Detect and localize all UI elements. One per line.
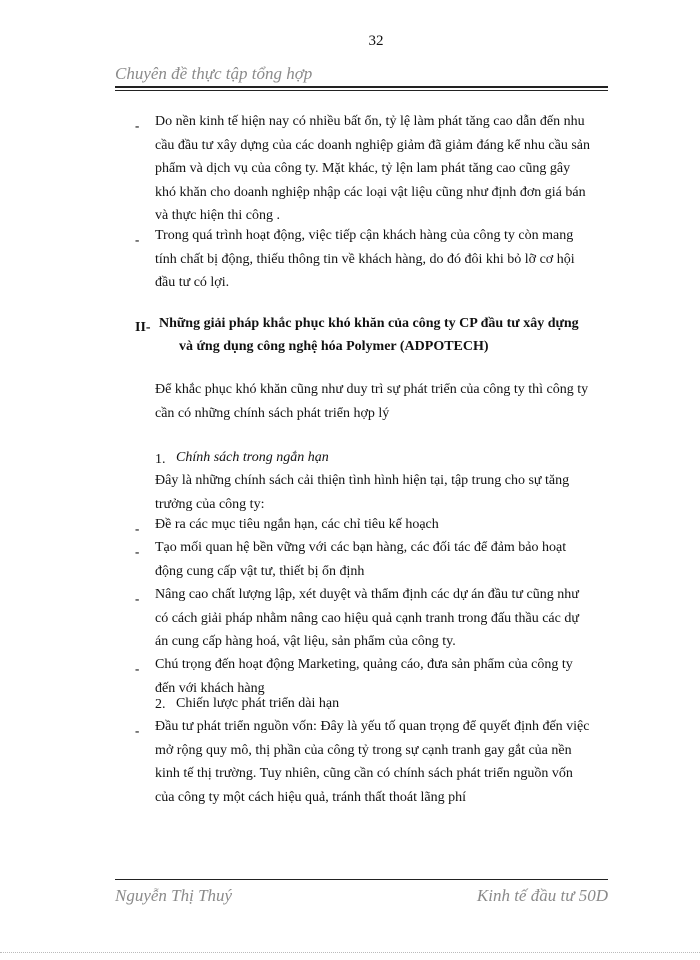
bullet-marker: -: [135, 661, 140, 676]
subsection-1-number: 1.: [155, 452, 166, 467]
text-line: khó khăn cho doanh nghiệp nhập các loại vật liệu cũng như định đơn giá bán: [155, 184, 586, 200]
text-line: cần có những chính sách phát triển hợp lý: [155, 405, 390, 421]
header-title: Chuyên đề thực tập tổng hợp: [115, 64, 313, 83]
section-intro: [155, 378, 655, 425]
subsection-1-bullet-3: [155, 583, 655, 654]
subsection-1-bullet-1: [155, 513, 655, 537]
footer-author: Nguyễn Thị Thuý: [115, 886, 233, 905]
text-line: Tạo mối quan hệ bền vững với các bạn hàng, các đối tác để đảm bảo hoạt: [155, 540, 567, 555]
text-line: Đầu tư phát triển nguồn vốn: Đây là yếu tố quan trọng để quyết định đến việc: [155, 719, 590, 734]
text-line: Trong quá trình hoạt động, việc tiếp cận khách hàng của công ty còn mang: [155, 228, 574, 243]
bullet-marker: -: [135, 232, 140, 247]
intro-bullet-2: [155, 224, 655, 295]
text-line: Do nền kinh tế hiện nay có nhiều bất ổn, tỷ lệ làm phát tăng cao dẫn đến nhu: [155, 114, 585, 129]
header-rule-thin: [115, 90, 608, 91]
subsection-1-intro: [155, 469, 655, 516]
text-line: Nâng cao chất lượng lập, xét duyệt và thẩm định các dự án đầu tư cũng như: [155, 587, 579, 602]
footer-rule: [115, 879, 608, 880]
footer-class: Kinh tế đầu tư 50D: [476, 886, 608, 905]
subsection-1-title: Chính sách trong ngắn hạn: [176, 450, 329, 465]
bullet-marker: -: [135, 723, 140, 738]
section-roman: II-: [135, 320, 151, 335]
intro-bullet-1: [155, 110, 655, 228]
bullet-marker: -: [135, 118, 140, 133]
text-line: đầu tư có lợi.: [155, 275, 230, 290]
text-line: án cung cấp hàng hoá, vật liệu, sản phẩm của công ty.: [155, 634, 456, 649]
bullet-marker: -: [135, 521, 140, 536]
heading-line: và ứng dụng công nghệ hóa Polymer (ADPOTECH): [179, 339, 489, 354]
header-rule: [115, 86, 608, 88]
text-line: có cách giải pháp nhằm nâng cao hiệu quả cạnh tranh trong đấu thầu các dự: [155, 610, 579, 626]
text-line: và thực hiện thi công .: [155, 208, 281, 223]
text-line: phẩm và dịch vụ của công ty. Mặt khác, tỷ lện lam phát tăng cao cũng gây: [155, 161, 571, 176]
bullet-marker: -: [135, 544, 140, 559]
subsection-2-number: 2.: [155, 697, 166, 712]
page-bottom-edge: [0, 952, 700, 953]
text-line: mở rộng quy mô, thị phần của công tỷ trong sự cạnh tranh gay gắt của nền: [155, 742, 572, 758]
text-line: Để khắc phục khó khăn cũng như duy trì sự phát triển của công ty thì công ty: [155, 382, 589, 397]
text-line: tính chất bị động, thiếu thông tin về khách hàng, do đó đôi khi bỏ lỡ cơ hội: [155, 251, 575, 267]
section-heading: [159, 312, 629, 358]
subsection-2-title: Chiến lược phát triển dài hạn: [176, 696, 340, 711]
page-number: 32: [368, 33, 384, 49]
subsection-1-bullet-2: [155, 536, 655, 583]
text-line: trưởng của công ty:: [155, 496, 265, 512]
text-line: kinh tế thị trường. Tuy nhiên, cũng cần có chính sách phát triển nguồn vốn: [155, 766, 573, 781]
text-line: Chú trọng đến hoạt động Marketing, quảng cáo, đưa sản phẩm của công ty: [155, 657, 573, 672]
bullet-marker: -: [135, 591, 140, 606]
text-line: động cung cấp vật tư, thiết bị ổn định: [155, 563, 365, 579]
text-line: của công ty một cách hiệu quả, tránh thất thoát lãng phí: [155, 789, 467, 805]
text-line: cầu đầu tư xây dựng của các doanh nghiệp giảm đã giảm đáng kể nhu cầu sản: [155, 137, 591, 153]
text-line: đến với khách hàng: [155, 680, 265, 696]
text-line: Đây là những chính sách cải thiện tình hình hiện tại, tập trung cho sự tăng: [155, 473, 570, 488]
heading-line: Những giải pháp khắc phục khó khăn của công ty CP đầu tư xây dựng: [159, 316, 579, 331]
subsection-2-bullet-1: [155, 715, 660, 809]
text-line: Đề ra các mục tiêu ngắn hạn, các chỉ tiêu kế hoạch: [155, 517, 439, 532]
